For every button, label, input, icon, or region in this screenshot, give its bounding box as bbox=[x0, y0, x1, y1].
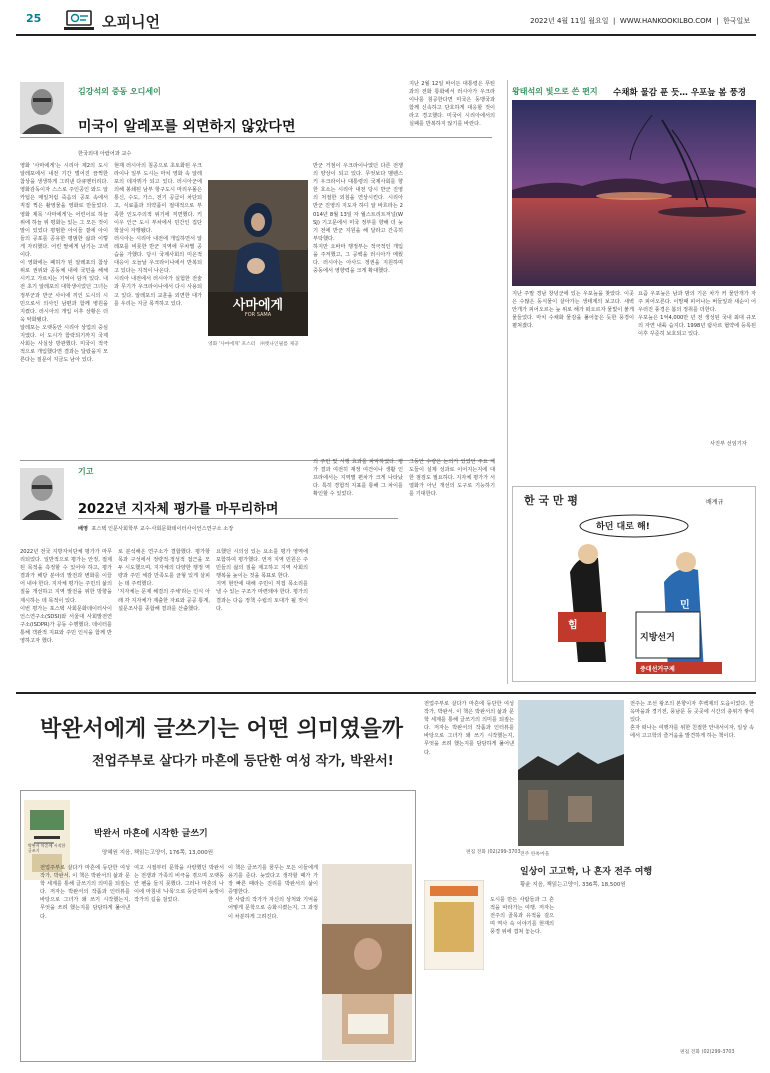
ad-contact-1: 편집 전화 (02)299-3703 bbox=[466, 850, 521, 855]
author-portrait-bae bbox=[20, 468, 64, 520]
ad-headline: 박완서에게 글쓰기는 어떤 의미였을까 bbox=[40, 717, 404, 742]
book2-paragraph: 혼자 떠나는 여행자를 위한 친절한 안내서이자, 일상 속에서 고고학의 즐거움을 발견하게 하는 책이다. bbox=[630, 725, 754, 740]
essay1-paragraph: 영화 '사마에게'는 시리아 제2의 도시 알레포에서 내전 기간 벌어진 끔찍한 참상을 생생하게 그려낸 다큐멘터리다. 영화감독이자 스스로 주인공인 와드 알 카팁은 매일처럼 죽음의 공포 속에서 직접 찍은 촬영물을 영화로 만들었다. 영화 제목 '사마에게'는 어린이로 하늘 위에 하늘 위 평화는 있는 그 모든 것이 말이 있었다 평범한 아이들 곁에 아이들의 공포를 공유한 평범한 삶과 이렇게 자리했다. 어린 딸에게 남기는 고백이다. bbox=[20, 163, 108, 259]
essay2-column-1 bbox=[20, 548, 112, 684]
essay1-paragraph: 알레포는 오랫동안 시리아 상업의 중심지였다. 이 도시가 함락되기까지 국제사회는 사실상 방관했다. 미국이 적극적으로 개입했다면 결과는 달랐을지 모른다는 질문이 지금도 남아 있다. bbox=[20, 324, 108, 364]
essay1-paragraph: 러시아는 시리아 내전에 개입하면서 알레포를 비롯한 반군 지역에 무차별 공습을 가했다. 당시 국제사회의 미온적 대응이 오늘날 우크라이나에서 반복되고 있다는 지적이 나온다. bbox=[114, 235, 202, 275]
essay2-paragraph: 의 주민 및 시행 효과를 파악하였다. 평가 결과 여전히 재정 여건이나 생활 인프라에서는 지역별 편차가 크게 나타났다. 특히 경험적 지표를 통해 그 차이를 확인할 수 있었다. bbox=[313, 459, 403, 498]
essay3-paragraph: 요즘 우포늪은 남과 밤의 기온 차가 커 물안개가 자주 피어오른다. 이맘때 피어나는 버들잎과 새순이 어우러진 풍경은 봄의 정취를 더한다. bbox=[638, 291, 756, 314]
essay2-paragraph: 요했던 시의성 있는 요소를 평가 영역에 포함하여 평가했다. 먼저 지역 민원은 주민들의 삶의 질을 제고하고 지역 사회의 행복을 높이는 것을 목표로 한다. bbox=[216, 549, 308, 580]
header-dateline: 2022년 4월 11일 월요일 | WWW.HANKOOKILBO.COM | 한국일보 bbox=[530, 17, 750, 25]
book1-photo bbox=[322, 864, 412, 1060]
essay3-byline: 사진부 선임기자 bbox=[710, 441, 747, 447]
essay2-paragraph: 그동안 수량은 논의가 있었던 주요 제도들이 실제 성과로 이어지는지에 대한 점검도 필요하다. 지자체 평가가 서열화가 아닌 개선의 도구로 기능하기를 기대한다. bbox=[409, 459, 495, 498]
essay1-column-2 bbox=[114, 162, 202, 452]
essay3-column-2 bbox=[638, 290, 756, 440]
essay2-kicker: 기고 bbox=[78, 467, 94, 476]
essay1-column-4 bbox=[409, 80, 495, 452]
essay2-affiliation: 포스텍 인문사회학부 교수·사회문화데이터사이언스연구소 소장 bbox=[91, 526, 234, 532]
cartoon-label-people: 민 bbox=[680, 600, 690, 611]
essay3-paragraph: 지난 주말 경남 창녕군에 있는 우포늪을 찾았다. 이곳은 수많은 동식물이 살아가는 생태계의 보고다. 새벽 안개가 피어오르는 늪 위로 해가 떠오르자 물빛이 붉게 물들었다. 마치 수채화 물감을 풀어놓은 듯한 풍경이 펼쳐졌다. bbox=[512, 291, 634, 330]
book1-title: 박완서 마흔에 시작한 글쓰기 bbox=[94, 829, 208, 839]
essay2-column-2 bbox=[118, 548, 210, 684]
cartoon-sign: 중대선거구제 bbox=[640, 666, 675, 673]
essay1-byline: 한국외대 아랍어과 교수 bbox=[78, 151, 132, 157]
essay3-title: 수채화 물감 푼 듯… 우포늪 봄 풍경 bbox=[613, 88, 746, 98]
essay3-column-1 bbox=[512, 290, 634, 440]
essay2-paragraph: '지자체는 문제 해결의 주체'라는 인식 아래 각 지자체가 제출한 자료와 공공 통계, 설문조사를 종합해 결과를 산출했다. bbox=[118, 589, 210, 612]
essay2-column-5 bbox=[409, 458, 495, 684]
essay2-author: 배영 bbox=[78, 526, 89, 532]
opinion-section-icon bbox=[64, 10, 94, 32]
author-portrait-kim bbox=[20, 82, 64, 134]
essay3-paragraph: 우포늪은 1억4,000만 년 전 생성된 국내 최대 규모의 자연 내륙 습지다. 1998년 람사르 협약에 등록된 이후 꾸준히 보호되고 있다. bbox=[638, 315, 756, 338]
book1-column-1 bbox=[40, 864, 130, 1054]
book1-cover-title: 박완서 마흔에 시작한 글쓰기 bbox=[28, 843, 66, 853]
essay1-paragraph: 이 영화에는 폐허가 된 알레포의 참상 위로 권위와 공동체 내에 국민을 해체시키고 가르치는 기억이 담겨 있다. 내전 초기 알레포의 대학생이었던 그녀는 정부군과 반군 사이에 끼인 도시의 시민으로서 의사인 남편과 함께 병원을 지켰다. 러시아의 개입 이후 상황은 더욱 악화됐다. bbox=[20, 260, 108, 323]
photo-caption bbox=[208, 340, 308, 347]
essay1-paragraph: 현재 러시아의 침공으로 초토화된 우크라이나 일부 도시는 마치 영화 속 알레포의 데자뷔가 되고 있다. 러시아군에 의해 봉쇄된 남부 항구도시 마리우폴은 통신, 수도, 가스, 전기 공급이 차단되고, 식료품과 의약품이 절대적으로 부족한 인도주의적 위기에 직면했다. 키이우 인근 도시 부차에서 민간인 집단 학살이 자행됐다. bbox=[114, 163, 202, 234]
book2-cover bbox=[424, 880, 484, 970]
book1-paragraph: 이 책은 글쓰기를 꿈꾸는 모든 이들에게 용기를 준다. 늦었다고 생각할 때가 가장 빠른 때라는 진리를 박완서의 삶이 증명한다. bbox=[228, 865, 318, 896]
column-divider bbox=[507, 80, 508, 684]
page-number: 25 bbox=[26, 12, 42, 25]
cartoon-title: 한 국 만 평 bbox=[524, 494, 578, 507]
cartoon-speech: 하던 대로 해! bbox=[596, 522, 650, 532]
essay1-paragraph: 하지만 오바마 행정부는 적극적인 개입을 주저했고, 그 공백을 러시아가 메웠다. 러시아는 아사드 정권을 지원하며 중동에서 영향력을 크게 확대했다. bbox=[313, 243, 403, 275]
essay2-column-3 bbox=[216, 548, 308, 684]
book2-column-1 bbox=[490, 896, 554, 1056]
film-poster-title: 사마에게 bbox=[232, 298, 284, 313]
book2-title: 일상이 고고학, 나 혼자 전주 여행 bbox=[520, 867, 653, 877]
essay2-paragraph: 로 분석해온 연구소가 결합했다. 평가항목과 구성에서 정량적·정성적 접근을 모두 시도했으며, 지자체의 다양한 행정 역량과 주민 체감 만족도를 균형 있게 살피는 데 주력했다. bbox=[118, 549, 210, 588]
book1-paragraph: 여고 시절부터 문학을 사랑했던 박완서는 전쟁과 가족의 비극을 겪으며 오랫동안 펜을 들지 못했다. 그러나 마흔의 나이에 마침내 '나목'으로 등단하며 늦깎이 작가의 길을 걸었다. bbox=[134, 865, 224, 904]
jeonju-photo-caption: 전주 한옥마을 bbox=[520, 852, 550, 857]
ad-middle-column bbox=[424, 700, 514, 846]
upo-wetland-photo bbox=[512, 100, 756, 286]
essay2-paragraph: 이번 평가는 포스텍 사회문화데이터사이언스연구소(SDSI)와 서울대 사회발전연구소(ISDPR)가 공동 수행했다. 데이터를 통해 객관적 지표와 주민 인식을 함께 반영하고자 했다. bbox=[20, 605, 112, 645]
ad-contact-2: 편집 전화 (02)299-3703 bbox=[680, 1050, 735, 1055]
essay1-kicker: 김강석의 중동 오디세이 bbox=[78, 87, 161, 96]
page-header bbox=[16, 8, 756, 36]
book1-paragraph: 한 사람의 작가가 자신의 상처와 기억을 어떻게 문학으로 승화시켰는지, 그 과정이 차분하게 그려진다. bbox=[228, 897, 318, 920]
essay2-title: 2022년 지자체 평가를 마무리하며 bbox=[78, 502, 279, 517]
cartoon-artist: 배계규 bbox=[706, 499, 724, 506]
essay1-paragraph: 반군 거점이 우크라이나였던 다른 전쟁의 양상이 되고 있다. 무엇보다 벨렌스키 우크라이나 대통령의 국제사회를 향한 호소는 시리아 내전 당시 반군 진영의 처절한 외침을 연상시킨다. 시리아 반군 진영의 지도자 하디 알 바흐라는 2014년 8월 13일 자 월스트리트저널(WSJ) 기고문에서 미국 정부를 향해 더 늦기 전에 반군 지원을 해 달라고 간곡히 부탁했다. bbox=[313, 163, 403, 242]
ad-top-rule bbox=[16, 692, 756, 694]
issue-date: 2022년 4월 11일 월요일 bbox=[530, 17, 609, 25]
book2-paragraph: 전주는 조선 왕조의 본향이자 후백제의 도읍이었다. 한옥마을과 경기전, 풍남문 등 곳곳에 시간의 층위가 쌓여 있다. bbox=[630, 701, 754, 724]
essay1-paragraph: 지난 2월 12일 바이든 대통령은 푸틴과의 전화 통화에서 러시아가 우크라이나를 침공한다면 미국은 동맹국과 함께 신속하고 단호하게 대응할 것이라고 경고했다. 미국이 시리아에서의 실패를 반복하지 않기를 바란다. bbox=[409, 81, 495, 128]
section-title: 오피니언 bbox=[102, 13, 160, 31]
site-url[interactable]: WWW.HANKOOKILBO.COM bbox=[619, 17, 712, 25]
cartoon-box-label: 지방선거 bbox=[640, 633, 675, 643]
paper-name: 한국일보 bbox=[722, 17, 750, 25]
essay1-column-1 bbox=[20, 162, 108, 452]
film-poster-tag: FOR SAMA bbox=[244, 312, 272, 318]
book2-paragraph: 도시를 만든 사람들과 그 흔적을 따라가는 여행. 저자는 전주의 골목과 유적을 걸으며 역사 속 이야기를 현재의 풍경 위에 겹쳐 놓는다. bbox=[490, 897, 554, 936]
cartoon-drawing bbox=[518, 512, 750, 678]
book1-column-2 bbox=[134, 864, 224, 1054]
cartoon-label-power: 힘 bbox=[568, 620, 578, 631]
jeonju-photo bbox=[518, 700, 624, 846]
essay1-column-3 bbox=[313, 162, 403, 452]
photo-caption-text: 영화 '사마에게' 포스터 bbox=[208, 342, 256, 347]
essay2-paragraph: 지역 현안에 대해 주민이 직접 목소리를 낼 수 있는 구조가 마련돼야 한다. 평가의 결과는 다음 정책 수립의 토대가 될 것이다. bbox=[216, 581, 308, 612]
book1-info: 양혜원 지음, 책읽는고양이, 176쪽, 13,000원 bbox=[102, 850, 214, 856]
book2-info: 황윤 지음, 책읽는고양이, 336쪽, 18,500원 bbox=[520, 882, 626, 888]
photo-credit: ㈜엣나인필름 제공 bbox=[259, 342, 299, 347]
essay3-kicker: 왕태석의 빛으로 쓴 편지 bbox=[512, 87, 598, 96]
ad-subheadline: 전업주부로 살다가 마흔에 등단한 여성 작가, 박완서! bbox=[92, 754, 394, 769]
essay2-paragraph: 2022년 전국 지방자치단체 평가가 마무리되었다. 일반적으로 평가는 안정, 절제된 목적을 측정할 수 있어야 하고, 평가 결과가 해당 분야의 발전과 변화를 이끌어 내야 한다. 지자체 평가는 주민의 삶의 질을 개선하고 지역 발전을 위한 방향을 제시하는 데 목적이 있다. bbox=[20, 549, 112, 604]
essay2-column-4 bbox=[313, 458, 403, 684]
book1-paragraph: 전업주부로 살다가 마흔에 등단한 여성 작가, 박완서. 이 책은 박완서의 삶과 문학 세계를 통해 글쓰기의 의미를 되짚는다. 저자는 박완서의 작품과 인터뷰를 바탕으로 그녀가 왜 쓰기 시작했는지, 무엇을 쓰려 했는지를 담담하게 풀어낸다. bbox=[40, 865, 130, 920]
book1-column-3 bbox=[228, 864, 318, 1054]
essay1-paragraph: 시리아 내전에서 러시아가 실험한 전술과 무기가 우크라이나에서 다시 사용되고 있다. 알레포의 교훈을 외면한 대가를 우리는 지금 목격하고 있다. bbox=[114, 276, 202, 307]
essay1-title: 미국이 알레포를 외면하지 않았다면 bbox=[78, 119, 296, 135]
ad-middle-paragraph: 전업주부로 살다가 마흔에 등단한 여성 작가, 박완서. 이 책은 박완서의 삶과 문학 세계를 통해 글쓰기의 의미를 되짚는다. 저자는 박완서의 작품과 인터뷰를 바탕으로 그녀가 왜 쓰기 시작했는지, 무엇을 쓰려 했는지를 담담하게 풀어낸다. bbox=[424, 701, 514, 756]
essay2-byline bbox=[78, 525, 233, 532]
